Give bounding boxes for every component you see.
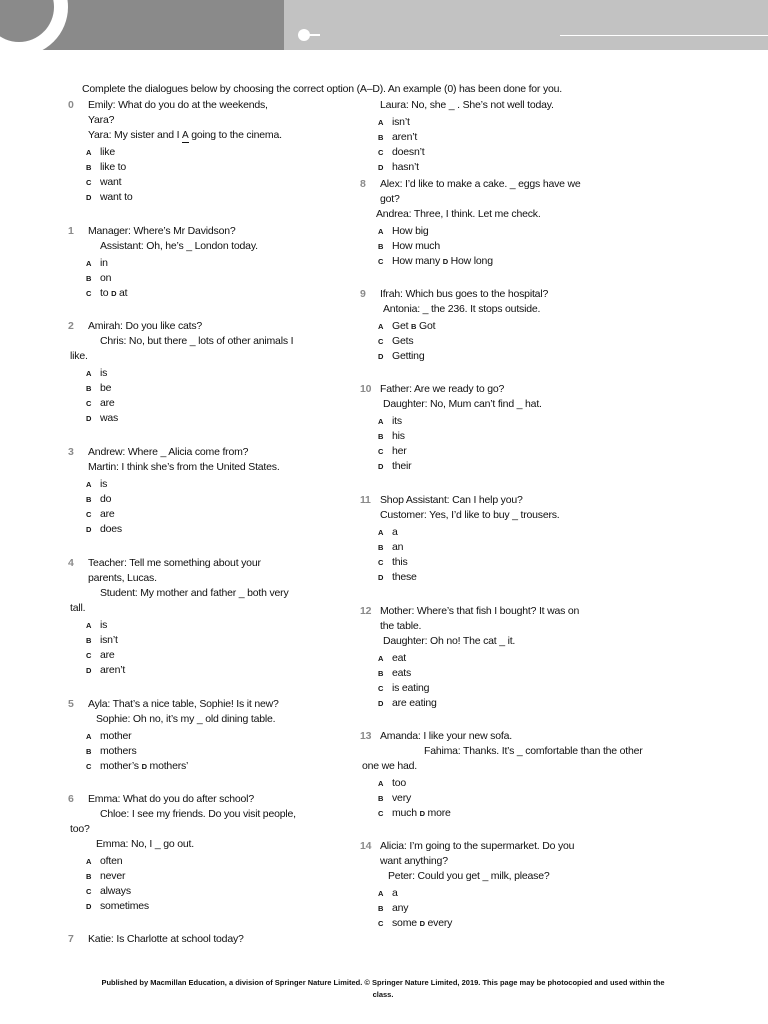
option-letter: C [378, 919, 384, 928]
question-13 [360, 729, 680, 821]
option-c[interactable] [68, 648, 318, 663]
option-text: too [392, 777, 406, 789]
option-letter: A [378, 227, 384, 236]
header-banner-left [0, 0, 284, 50]
question-number: 9 [360, 288, 366, 300]
question-number: 1 [68, 225, 74, 237]
option-text: is [100, 478, 108, 490]
option-a[interactable] [360, 525, 680, 540]
option-text: want to [100, 191, 133, 203]
option-letter: C [86, 289, 92, 298]
option-letter: D [419, 809, 425, 818]
option-text: these [392, 571, 417, 583]
question-number: 6 [68, 793, 74, 805]
option-letter: C [378, 447, 384, 456]
question-number: 8 [360, 178, 366, 190]
option-text: want [100, 176, 122, 188]
option-letter: D [419, 919, 425, 928]
dialogue-line: Student: My mother and father _ both very [100, 587, 289, 599]
dialogue-line: Peter: Could you get _ milk, please? [388, 870, 550, 882]
dialogue-line: Emily: What do you do at the weekends, [88, 99, 268, 111]
option-letter: A [378, 779, 384, 788]
option-text: never [100, 870, 126, 882]
option-letter: B [86, 495, 92, 504]
question-number: 13 [360, 730, 372, 742]
option-letter: A [378, 654, 384, 663]
option-letter: D [378, 163, 384, 172]
dialogue-line: Customer: Yes, I’d like to buy _ trousers. [380, 509, 560, 521]
option-text: How much [392, 240, 440, 252]
dialogue-line: Andrea: Three, I think. Let me check. [376, 208, 541, 220]
option-text: are [100, 508, 115, 520]
question-10 [360, 382, 680, 474]
option-text: their [392, 460, 412, 472]
option-letter: D [141, 762, 147, 771]
option-a[interactable] [68, 366, 318, 381]
option-d[interactable] [360, 696, 680, 711]
option-text: sometimes [100, 900, 149, 912]
dialogue-line: Fahima: Thanks. It’s _ comfortable than the other [424, 745, 643, 757]
dialogue-line: Teacher: Tell me something about your [88, 557, 261, 569]
option-letter: B [378, 794, 384, 803]
question-5 [68, 697, 318, 774]
option-text: Gets [392, 335, 414, 347]
option-c[interactable] [68, 884, 318, 899]
option-letter: C [378, 684, 384, 693]
question-number: 2 [68, 320, 74, 332]
option-text: to [100, 287, 109, 299]
option-letter: A [86, 369, 92, 378]
option-letter: A [86, 732, 92, 741]
option-text: isn’t [100, 634, 118, 646]
option-letter: A [378, 417, 384, 426]
option-text: How many [392, 255, 440, 267]
option-a[interactable] [68, 618, 318, 633]
decorative-dot-line [308, 34, 320, 36]
question-number: 3 [68, 446, 74, 458]
dialogue-line: going to the cinema. [188, 129, 282, 141]
option-text: every [427, 917, 453, 929]
option-text: more [427, 807, 451, 819]
option-a[interactable] [68, 256, 318, 271]
option-a[interactable] [68, 729, 318, 744]
option-letter: B [378, 669, 384, 678]
option-a[interactable] [360, 224, 680, 239]
option-c-d[interactable] [360, 916, 680, 931]
dialogue-line: Katie: Is Charlotte at school today? [88, 933, 244, 945]
dialogue-line: Ayla: That’s a nice table, Sophie! Is it new? [88, 698, 279, 710]
option-letter: C [86, 399, 92, 408]
option-letter: C [86, 762, 92, 771]
question-11 [360, 493, 680, 585]
option-letter: D [86, 666, 92, 675]
dialogue-line: Daughter: Oh no! The cat _ it. [383, 635, 516, 647]
option-c-d[interactable] [360, 254, 680, 269]
dialogue-line: Assistant: Oh, he’s _ London today. [100, 240, 258, 252]
dialogue-line: Andrew: Where _ Alicia come from? [88, 446, 249, 458]
option-d[interactable] [360, 160, 680, 175]
question-number: 10 [360, 383, 372, 395]
option-a[interactable] [360, 886, 680, 901]
option-b[interactable] [360, 791, 680, 806]
option-text: always [100, 885, 131, 897]
option-b[interactable] [68, 869, 318, 884]
option-letter: A [86, 259, 92, 268]
option-text: do [100, 493, 112, 505]
question-3 [68, 445, 318, 537]
option-text: on [100, 272, 112, 284]
option-text: are [100, 397, 115, 409]
option-d[interactable] [68, 190, 318, 205]
question-1 [68, 224, 318, 301]
dialogue-line: Shop Assistant: Can I help you? [380, 494, 523, 506]
option-b[interactable] [360, 239, 680, 254]
option-letter: B [411, 322, 417, 331]
option-a[interactable] [360, 414, 680, 429]
copyright-footer [68, 977, 698, 1001]
dialogue-line: Sophie: Oh no, it’s my _ old dining table. [96, 713, 276, 725]
option-c-d[interactable] [360, 806, 680, 821]
question-0 [68, 98, 318, 205]
option-letter: C [378, 558, 384, 567]
option-letter: A [378, 118, 384, 127]
option-text: hasn’t [392, 161, 419, 173]
option-letter: D [378, 573, 384, 582]
option-a[interactable] [360, 115, 680, 130]
option-c[interactable] [360, 681, 680, 696]
dialogue-line: Laura: No, she _ . She’s not well today. [380, 99, 554, 111]
dialogue-line: too? [70, 823, 90, 835]
option-d[interactable] [68, 899, 318, 914]
option-b[interactable] [360, 429, 680, 444]
option-a[interactable] [68, 854, 318, 869]
decorative-line [560, 35, 768, 36]
option-a[interactable] [360, 651, 680, 666]
dialogue-line: tall. [70, 602, 86, 614]
dialogue-line: want anything? [380, 855, 448, 867]
question-6 [68, 792, 318, 914]
option-text: Getting [392, 350, 425, 362]
option-text: much [392, 807, 417, 819]
option-letter: D [378, 462, 384, 471]
option-text: aren’t [392, 131, 418, 143]
option-b[interactable] [360, 901, 680, 916]
option-letter: A [86, 480, 92, 489]
option-letter: B [378, 242, 384, 251]
option-b[interactable] [360, 540, 680, 555]
question-14 [360, 839, 680, 931]
option-text: are eating [392, 697, 437, 709]
question-number: 4 [68, 557, 74, 569]
option-letter: B [86, 872, 92, 881]
option-letter: D [86, 414, 92, 423]
option-letter: B [86, 274, 92, 283]
option-text: mothers’ [149, 760, 189, 772]
dialogue-line: Emma: What do you do after school? [88, 793, 254, 805]
option-text: his [392, 430, 405, 442]
dialogue-line: Chloe: I see my friends. Do you visit people, [100, 808, 296, 820]
option-c[interactable] [360, 444, 680, 459]
option-c[interactable] [360, 555, 680, 570]
question-12 [360, 604, 680, 711]
dialogue-line: the table. [380, 620, 422, 632]
option-text: How big [392, 225, 429, 237]
option-letter: C [378, 148, 384, 157]
option-b[interactable] [68, 160, 318, 175]
dialogue-line: Martin: I think she’s from the United States. [88, 461, 280, 473]
option-letter: C [86, 510, 92, 519]
option-letter: C [378, 809, 384, 818]
option-text: be [100, 382, 112, 394]
option-text: eats [392, 667, 412, 679]
option-text: often [100, 855, 123, 867]
dialogue-line: Antonia: _ the 236. It stops outside. [383, 303, 541, 315]
question-number: 12 [360, 605, 372, 617]
option-text: at [119, 287, 128, 299]
option-text: doesn’t [392, 146, 425, 158]
question-number: 7 [68, 933, 74, 945]
option-text: How long [450, 255, 493, 267]
option-text: mother [100, 730, 132, 742]
option-letter: B [378, 432, 384, 441]
option-text: a [392, 526, 398, 538]
option-b[interactable] [68, 381, 318, 396]
option-letter: B [378, 904, 384, 913]
option-text: like to [100, 161, 127, 173]
option-c-d[interactable] [68, 759, 318, 774]
question-7-continued [360, 98, 680, 175]
option-letter: D [378, 699, 384, 708]
option-a-b[interactable] [360, 319, 680, 334]
option-c[interactable] [68, 396, 318, 411]
dialogue-line: Father: Are we ready to go? [380, 383, 505, 395]
dialogue-line: one we had. [362, 760, 418, 772]
option-letter: B [86, 384, 92, 393]
option-letter: B [86, 747, 92, 756]
option-c[interactable] [68, 175, 318, 190]
question-number: 11 [360, 494, 371, 506]
option-text: a [392, 887, 398, 899]
question-2 [68, 319, 318, 426]
question-number: 0 [68, 99, 74, 111]
dialogue-line: Alex: I’d like to make a cake. _ eggs have we [380, 178, 581, 190]
option-text: Get [392, 320, 409, 332]
option-letter: B [378, 133, 384, 142]
option-text: was [100, 412, 119, 424]
option-text: mother’s [100, 760, 139, 772]
option-c[interactable] [360, 145, 680, 160]
instructions: Complete the dialogues below by choosing the correct option (A–D). An example (0) has been done for you. [82, 83, 562, 95]
option-a[interactable] [68, 477, 318, 492]
option-b[interactable] [360, 130, 680, 145]
option-text: Got [418, 320, 436, 332]
option-letter: D [378, 352, 384, 361]
dialogue-line: Ifrah: Which bus goes to the hospital? [380, 288, 549, 300]
option-letter: C [86, 887, 92, 896]
option-letter: C [378, 337, 384, 346]
header-banner-right [284, 0, 768, 50]
option-text: mothers [100, 745, 137, 757]
option-d[interactable] [68, 411, 318, 426]
option-c-d[interactable] [68, 286, 318, 301]
option-b[interactable] [68, 633, 318, 648]
decorative-arc-icon [0, 0, 68, 50]
option-b[interactable] [68, 744, 318, 759]
option-d[interactable] [360, 459, 680, 474]
option-b[interactable] [68, 492, 318, 507]
option-text: its [392, 415, 402, 427]
option-letter: C [378, 257, 384, 266]
option-text: is [100, 367, 108, 379]
dialogue-line: Emma: No, I _ go out. [96, 838, 194, 850]
option-letter: D [86, 902, 92, 911]
dialogue-line: parents, Lucas. [88, 572, 157, 584]
option-b[interactable] [360, 666, 680, 681]
option-b[interactable] [68, 271, 318, 286]
option-text: like [100, 146, 115, 158]
option-text: in [100, 257, 108, 269]
dialogue-line: Alicia: I’m going to the supermarket. Do you [380, 840, 575, 852]
dialogue-line: Manager: Where’s Mr Davidson? [88, 225, 236, 237]
option-text: an [392, 541, 404, 553]
option-text: is [100, 619, 108, 631]
footer-line-2: class. [372, 990, 394, 999]
option-text: her [392, 445, 407, 457]
option-letter: A [378, 889, 384, 898]
option-text: aren’t [100, 664, 126, 676]
question-8 [360, 177, 680, 269]
option-letter: C [86, 651, 92, 660]
option-text: some [392, 917, 417, 929]
option-letter: A [86, 621, 92, 630]
option-letter: A [378, 528, 384, 537]
option-letter: B [378, 543, 384, 552]
option-letter: D [86, 193, 92, 202]
question-7 [68, 932, 318, 947]
option-letter: A [86, 857, 92, 866]
option-letter: B [86, 163, 92, 172]
dialogue-line: Amirah: Do you like cats? [88, 320, 203, 332]
dialogue-line: Daughter: No, Mum can’t find _ hat. [383, 398, 542, 410]
dialogue-line: Yara: My sister and I [88, 129, 183, 141]
option-c[interactable] [360, 334, 680, 349]
option-letter: D [442, 257, 448, 266]
option-text: does [100, 523, 122, 535]
option-d[interactable] [68, 522, 318, 537]
option-letter: D [111, 289, 117, 298]
dialogue-line: like. [70, 350, 88, 362]
question-number: 14 [360, 840, 372, 852]
question-4 [68, 556, 318, 678]
dialogue-line: Yara? [88, 114, 115, 126]
example-answer: A [182, 130, 189, 141]
footer-line-1: Published by Macmillan Education, a division of Springer Nature Limited. © Springer Nature Limited, 2019. This page may be photocopied and used within the [101, 978, 665, 987]
option-letter: C [86, 178, 92, 187]
option-letter: B [86, 636, 92, 645]
option-text: very [392, 792, 412, 804]
dialogue-line: got? [380, 193, 400, 205]
option-text: is eating [392, 682, 430, 694]
option-d[interactable] [360, 349, 680, 364]
dialogue-line: Mother: Where’s that fish I bought? It was on [380, 605, 580, 617]
dialogue-line: Amanda: I like your new sofa. [380, 730, 512, 742]
option-text: eat [392, 652, 406, 664]
option-text: are [100, 649, 115, 661]
option-c[interactable] [68, 507, 318, 522]
option-a[interactable] [360, 776, 680, 791]
option-a[interactable] [68, 145, 318, 160]
option-letter: A [86, 148, 92, 157]
question-9 [360, 287, 680, 364]
option-text: any [392, 902, 409, 914]
dialogue-line: Chris: No, but there _ lots of other animals I [100, 335, 294, 347]
option-text: this [392, 556, 408, 568]
option-d[interactable] [360, 570, 680, 585]
option-text: isn’t [392, 116, 410, 128]
option-letter: A [378, 322, 384, 331]
question-number: 5 [68, 698, 74, 710]
option-letter: D [86, 525, 92, 534]
option-d[interactable] [68, 663, 318, 678]
